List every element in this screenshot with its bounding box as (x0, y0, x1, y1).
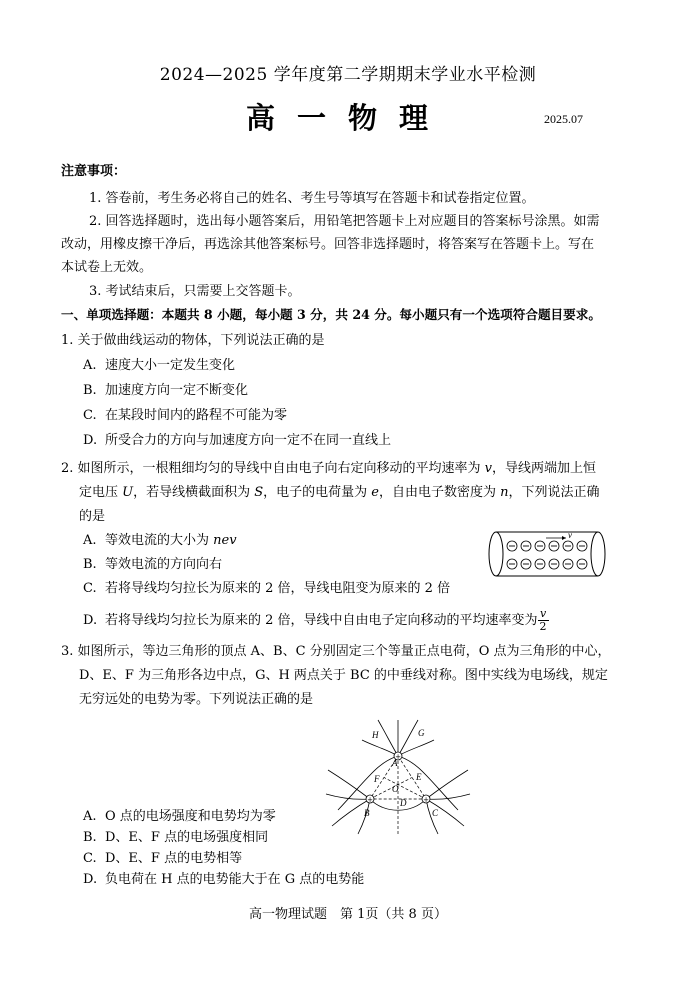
label-c: C (432, 808, 439, 818)
q1-option-b (83, 383, 248, 399)
option-text: O 点的电场强度和电势均为零 (105, 809, 276, 824)
triangle-dashed (370, 756, 426, 834)
q3-option-a (83, 809, 276, 825)
q3-option-d (83, 872, 364, 888)
label-g: G (418, 728, 425, 738)
field-line (378, 720, 398, 756)
option-letter: B. (83, 383, 97, 398)
option-letter: D. (83, 872, 98, 887)
fraction-v-over-2 (538, 608, 549, 633)
exam-title: 2024—2025 学年度第二学期期末学业水平检测 (159, 65, 537, 85)
option-text: 速度大小一定发生变化 (105, 358, 236, 373)
notice-heading: 注意事项： (61, 164, 127, 179)
q2-text: 定电压 (79, 485, 123, 500)
q2-var-n: n (500, 485, 509, 500)
q1-option-a (83, 358, 235, 374)
field-line (426, 770, 468, 799)
field-line (398, 740, 434, 756)
option-letter: B. (83, 830, 97, 845)
option-text: 在某段时间内的路程不可能为零 (105, 408, 288, 423)
q2-option-d (83, 608, 549, 633)
option-text: D、E、F 点的电场强度相同 (105, 830, 269, 845)
q2-var-u: U (122, 485, 134, 500)
option-text: 等效电流的方向向右 (105, 557, 223, 572)
option-text: 若将导线均匀拉长为原来的 2 倍，导线中自由电子定向移动的平均速率变为 (105, 613, 538, 628)
label-a: A (392, 758, 398, 768)
option-letter: D. (83, 433, 98, 448)
option-text: 所受合力的方向与加速度方向一定不在同一直线上 (105, 433, 392, 448)
q3-option-b (83, 830, 268, 846)
q3-stem-line-2: D、E、F 为三角形各边中点，G、H 两点关于 BC 的中垂线对称。图中实线为电场线，规定 (79, 668, 608, 683)
electron-group (507, 541, 587, 569)
q2-var-e: e (371, 485, 379, 500)
q2-text: ，若导线横截面积为 (133, 485, 255, 500)
q1-stem: 1. 关于做曲线运动的物体，下列说法正确的是 (61, 333, 325, 348)
wire-figure (486, 528, 610, 580)
label-d: D (400, 798, 407, 808)
q2-var-s: S (254, 485, 264, 500)
q2-text: 2. 如图所示，一根粗细均匀的导线中自由电子向右定向移动的平均速率为 (61, 461, 485, 476)
notice-item-2-line-3: 本试卷上无效。 (61, 260, 153, 275)
q2-option-a (83, 533, 237, 549)
section-heading: 一、单项选择题：本题共 8 小题，每小题 3 分，共 24 分。每小题只有一个选项符合题目要求。 (61, 307, 601, 322)
wire-left-end (489, 532, 503, 576)
q2-text: ，自由电子数密度为 (379, 485, 501, 500)
notice-item-3: 3. 考试结束后，只需要上交答题卡。 (89, 284, 301, 299)
q2-option-b (83, 557, 222, 573)
velocity-label: v (568, 530, 572, 540)
point-labels (364, 728, 439, 818)
q3-stem-line-1: 3. 如图所示，等边三角形的顶点 A、B、C 分别固定三个等量正点电荷，O 点为三角形的中心， (61, 644, 611, 659)
field-line (326, 794, 370, 799)
option-letter: C. (83, 581, 97, 596)
q2-var-v: v (484, 461, 493, 476)
q1-option-c (83, 408, 287, 424)
fraction-numerator: v (538, 608, 549, 621)
wire-right-end (591, 532, 605, 576)
q2-text: ，电子的电荷量为 (263, 485, 372, 500)
notice-item-2-line-2: 改动，用橡皮擦干净后，再选涂其他答案标号。回答非选择题时，将答案写在答题卡上。写在 (61, 237, 595, 252)
q2-text: ，下列说法正确 (508, 485, 600, 500)
plus-sign: + (395, 753, 401, 761)
option-text: D、E、F 点的电势相等 (105, 851, 243, 866)
page-footer: 高一物理试题 第 1页（共 8 页） (249, 907, 447, 922)
plus-sign: + (423, 796, 429, 804)
subject-title: 高一物理 (245, 101, 450, 135)
field-line (362, 740, 398, 756)
field-line (398, 720, 418, 756)
option-letter: C. (83, 408, 97, 423)
label-h: H (372, 730, 379, 740)
notice-item-1: 1. 答卷前，考生务必将自己的姓名、考生号等填写在答题卡和试卷指定位置。 (89, 191, 535, 206)
plus-sign: + (367, 796, 373, 804)
label-e: E (416, 772, 422, 782)
option-text: 等效电流的大小为 (105, 533, 214, 548)
field-line (328, 770, 370, 799)
q2-stem-line-2 (79, 485, 600, 501)
option-letter: A. (83, 533, 97, 548)
option-text: 若将导线均匀拉长为原来的 2 倍，导线电阻变为原来的 2 倍 (105, 581, 451, 596)
label-o: O (392, 784, 399, 794)
q2-stem-line-3: 的是 (79, 509, 106, 524)
field-lines-figure (318, 718, 478, 836)
q2-stem-line-1 (61, 461, 596, 477)
exam-date: 2025.07 (544, 112, 583, 126)
q1-option-d (83, 433, 391, 449)
fraction-denominator: 2 (539, 620, 547, 633)
q2-option-c (83, 581, 450, 597)
field-line (426, 794, 470, 799)
label-b: B (364, 808, 370, 818)
option-letter: A. (83, 358, 97, 373)
option-text: 加速度方向一定不断变化 (105, 383, 249, 398)
velocity-arrowhead (562, 536, 566, 540)
wire-outline (496, 532, 598, 576)
option-text: 负电荷在 H 点的电势能大于在 G 点的电势能 (105, 872, 365, 887)
q2-text: ，导线两端加上恒 (492, 461, 597, 476)
q3-stem-line-3: 无穷远处的电势为零。下列说法正确的是 (79, 692, 314, 707)
q3-option-c (83, 851, 242, 867)
label-f: F (374, 774, 380, 784)
notice-item-2-line-1: 2. 回答选择题时，选出每小题答案后，用铅笔把答题卡上对应题目的答案标号涂黑。如需 (89, 214, 600, 229)
option-letter: B. (83, 557, 97, 572)
option-letter: C. (83, 851, 97, 866)
option-letter: D. (83, 613, 98, 628)
q2-a-expression: nev (213, 533, 237, 548)
option-letter: A. (83, 809, 97, 824)
